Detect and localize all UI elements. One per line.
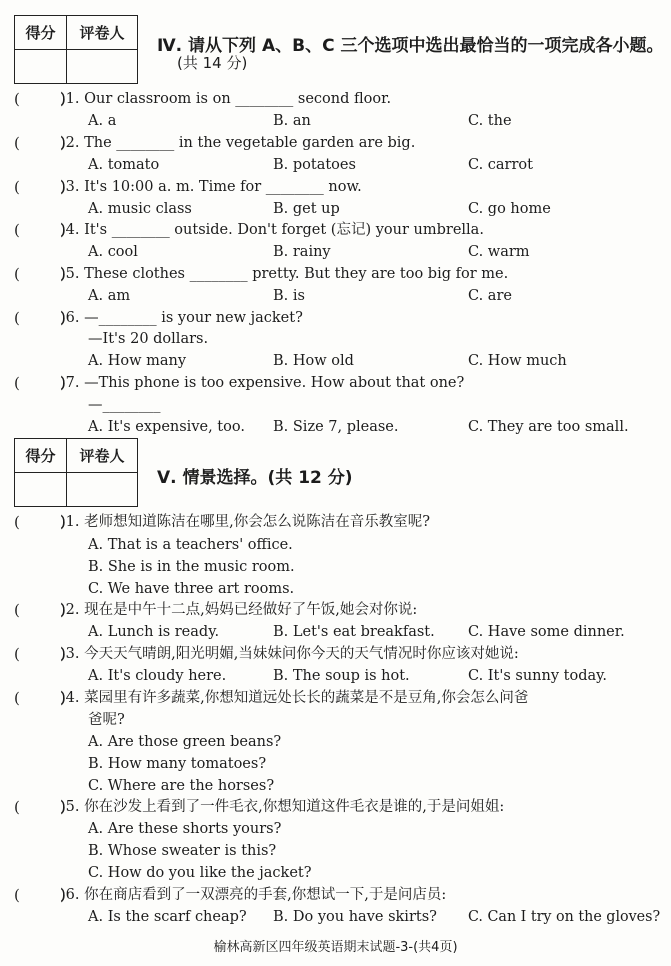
answer-blank[interactable]: ( ) [14, 220, 20, 240]
grader-label: 评卷人 [67, 16, 138, 50]
option-c: C. warm [468, 244, 530, 260]
section5-title: Ⅴ. 情景选择。(共 12 分) [157, 468, 353, 488]
answer-blank[interactable]: ( ) [14, 264, 20, 284]
question-text: )4. It's ________ outside. Don't forget (忘记) your umbrella. [60, 222, 484, 238]
question-text: )6. 你在商店看到了一双漂亮的手套,你想试一下,于是问店员: [60, 887, 447, 903]
option-a: A. That is a teachers' office. [88, 537, 293, 553]
option-a: A. am [88, 288, 131, 304]
option-a: A. tomato [88, 157, 160, 173]
answer-blank[interactable]: ( ) [14, 644, 20, 664]
option-c: C. carrot [468, 157, 533, 173]
score-cell[interactable] [15, 50, 67, 84]
question-text: )5. 你在沙发上看到了一件毛衣,你想知道这件毛衣是谁的,于是问姐姐: [60, 799, 505, 815]
question-text-line2: —________ [88, 397, 161, 413]
answer-blank[interactable]: ( ) [14, 600, 20, 620]
option-a: A. Are those green beans? [88, 734, 282, 750]
option-a: A. It's expensive, too. [88, 419, 245, 435]
page-footer: 榆林高新区四年级英语期末试题-3-(共4页) [213, 940, 458, 955]
answer-blank[interactable]: ( ) [14, 512, 20, 532]
option-c: C. How much [468, 353, 567, 369]
option-b: B. Whose sweater is this? [88, 843, 277, 859]
answer-blank[interactable]: ( ) [14, 177, 20, 197]
option-c: C. How do you like the jacket? [88, 865, 312, 881]
option-b: B. potatoes [273, 157, 356, 173]
grader-cell[interactable] [67, 50, 138, 84]
answer-blank[interactable]: ( ) [14, 89, 20, 109]
option-b: B. rainy [273, 244, 331, 260]
option-c: C. Where are the horses? [88, 778, 275, 794]
option-c: C. the [468, 113, 512, 129]
option-b: B. Do you have skirts? [273, 909, 437, 925]
option-a: A. Is the scarf cheap? [88, 909, 247, 925]
question-text-line2: —It's 20 dollars. [88, 331, 209, 347]
question-text: )6. —________ is your new jacket? [60, 310, 303, 326]
option-b: B. How many tomatoes? [88, 756, 267, 772]
answer-blank[interactable]: ( ) [14, 797, 20, 817]
option-c: C. It's sunny today. [468, 668, 608, 684]
grader-label: 评卷人 [67, 439, 138, 473]
question-text: )2. 现在是中午十二点,妈妈已经做好了午饭,她会对你说: [60, 602, 418, 618]
question-text: )1. 老师想知道陈洁在哪里,你会怎么说陈洁在音乐教室呢? [60, 514, 430, 530]
option-a: A. Are these shorts yours? [88, 821, 282, 837]
option-b: B. Size 7, please. [273, 419, 399, 435]
score-box-section5 [14, 438, 138, 507]
section4-points: (共 14 分) [177, 54, 248, 72]
option-b: B. an [273, 113, 311, 129]
option-b: B. How old [273, 353, 354, 369]
answer-blank[interactable]: ( ) [14, 308, 20, 328]
option-b: B. She is in the music room. [88, 559, 295, 575]
option-a: A. It's cloudy here. [88, 668, 227, 684]
option-a: A. cool [88, 244, 138, 260]
answer-blank[interactable]: ( ) [14, 373, 20, 393]
option-a: A. How many [88, 353, 187, 369]
option-c: C. Can I try on the gloves? [468, 909, 661, 925]
option-a: A. Lunch is ready. [88, 624, 220, 640]
option-b: B. is [273, 288, 305, 304]
question-text: )5. These clothes ________ pretty. But they are too big for me. [60, 266, 509, 282]
answer-blank[interactable]: ( ) [14, 885, 20, 905]
question-text: )1. Our classroom is on ________ second floor. [60, 91, 392, 107]
question-text: )3. 今天天气晴朗,阳光明媚,当妹妹问你今天的天气情况时你应该对她说: [60, 646, 519, 662]
answer-blank[interactable]: ( ) [14, 688, 20, 708]
option-c: C. We have three art rooms. [88, 581, 295, 597]
question-text: )7. —This phone is too expensive. How about that one? [60, 375, 465, 391]
option-a: A. a [88, 113, 117, 129]
score-box-section4 [14, 15, 138, 84]
option-b: B. The soup is hot. [273, 668, 410, 684]
question-text: )4. 菜园里有许多蔬菜,你想知道远处长长的蔬菜是不是豆角,你会怎么问爸 [60, 690, 529, 706]
option-b: B. get up [273, 201, 340, 217]
score-label: 得分 [15, 439, 67, 473]
answer-blank[interactable]: ( ) [14, 133, 20, 153]
question-text-line2: 爸呢? [88, 712, 125, 728]
option-c: C. go home [468, 201, 551, 217]
option-b: B. Let's eat breakfast. [273, 624, 435, 640]
option-c: C. Have some dinner. [468, 624, 625, 640]
grader-cell[interactable] [67, 473, 138, 507]
score-label: 得分 [15, 16, 67, 50]
option-c: C. They are too small. [468, 419, 629, 435]
option-c: C. are [468, 288, 512, 304]
score-cell[interactable] [15, 473, 67, 507]
question-text: )2. The ________ in the vegetable garden are big. [60, 135, 416, 151]
section4-title: Ⅳ. 请从下列 A、B、C 三个选项中选出最恰当的一项完成各小题。 [157, 36, 664, 56]
option-a: A. music class [88, 201, 192, 217]
question-text: )3. It's 10:00 a. m. Time for ________ now. [60, 179, 362, 195]
